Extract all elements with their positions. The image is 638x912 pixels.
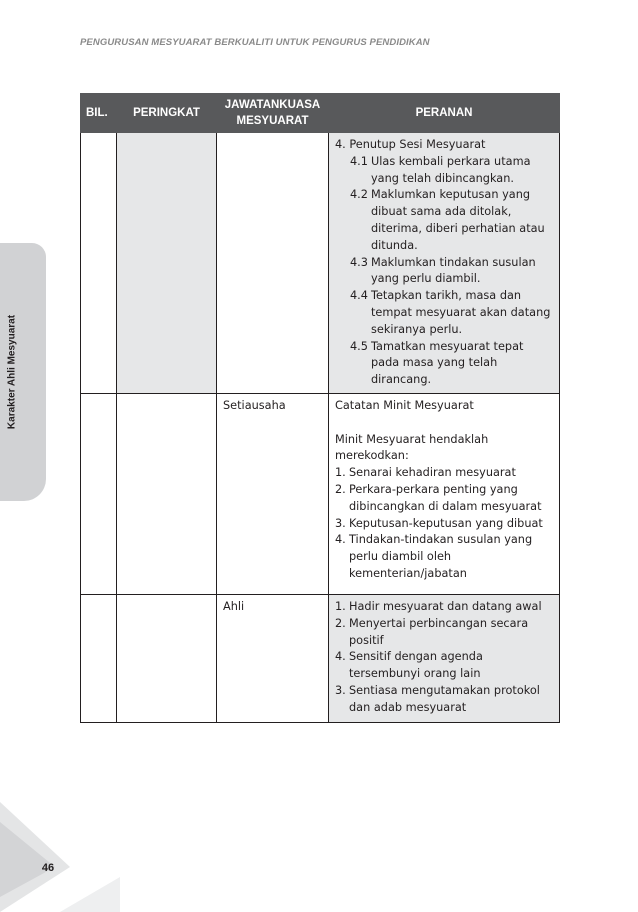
item-number: 2. (335, 616, 346, 630)
list-item (335, 649, 553, 683)
list-item (335, 339, 553, 389)
list-item (335, 288, 553, 338)
list-item (335, 683, 553, 717)
table-row (81, 133, 560, 394)
item-text: Menyertai perbincangan secara positif (349, 616, 529, 647)
item-number: 3. (335, 516, 346, 530)
item-number: 1. (335, 599, 346, 613)
item-number: 4. (335, 533, 346, 547)
peranan-heading: Catatan Minit Mesyuarat (335, 398, 474, 412)
side-tab-label: Karakter Ahli Mesyuarat (6, 314, 18, 430)
item-number: 4.5 (350, 339, 368, 353)
cell-peranan (329, 594, 560, 722)
table-header-row (81, 94, 560, 133)
table-row (81, 393, 560, 594)
column-header-peranan: PERANAN (329, 94, 560, 133)
cell-jawatankuasa: Ahli (217, 594, 329, 722)
cell-peringkat (117, 393, 217, 594)
item-text: Sentiasa mengutamakan protokol dan adab mesyuarat (349, 683, 540, 714)
item-number: 4.4 (350, 289, 368, 303)
list-item (335, 532, 553, 582)
item-text: Keputusan-keputusan yang dibuat (349, 516, 543, 530)
cell-peranan (329, 393, 560, 594)
column-header-jawatankuasa: JAWATANKUASA MESYUARAT (217, 94, 329, 133)
item-text: Senarai kehadiran mesyuarat (349, 466, 516, 480)
item-text: Maklumkan keputusan yang dibuat sama ada ditolak, diterima, diberi perhatian atau ditunda. (371, 188, 545, 252)
cell-peringkat (117, 133, 217, 394)
list-item (335, 482, 553, 516)
cell-bil (81, 133, 117, 394)
cell-bil (81, 594, 117, 722)
list-item (335, 599, 553, 616)
running-header: PENGURUSAN MESYUARAT BERKUALITI UNTUK PENGURUS PENDIDIKAN (80, 37, 430, 48)
item-text: Tindakan-tindakan susulan yang perlu diambil oleh kementerian/jabatan (349, 533, 533, 580)
column-header-peringkat: PERINGKAT (117, 94, 217, 133)
list-item (335, 516, 553, 533)
item-number: 1. (335, 466, 346, 480)
list-item (335, 154, 553, 188)
item-text: Tamatkan mesyuarat tepat pada masa yang telah dirancang. (371, 339, 524, 387)
item-text: Maklumkan tindakan susulan yang perlu diambil. (371, 255, 536, 286)
peranan-intro: Minit Mesyuarat hendaklah merekodkan: (335, 432, 489, 463)
item-text: Hadir mesyuarat dan datang awal (349, 599, 542, 613)
item-number: 4.3 (350, 255, 368, 269)
item-number: 3. (335, 683, 346, 697)
roles-table (80, 93, 560, 723)
item-number: 4.2 (350, 188, 368, 202)
list-item (335, 187, 553, 254)
list-item (335, 465, 553, 482)
item-text: Sensitif dengan agenda tersembunyi orang lain (349, 650, 483, 681)
item-text: Perkara-perkara penting yang dibincangkan di dalam mesyuarat (349, 482, 542, 513)
item-text: Ulas kembali perkara utama yang telah dibincangkan. (371, 154, 531, 185)
corner-decoration (0, 782, 120, 912)
list-item (335, 616, 553, 650)
cell-jawatankuasa: Setiausaha (217, 393, 329, 594)
cell-peranan (329, 133, 560, 394)
list-item (335, 255, 553, 289)
item-number: 4.1 (350, 154, 368, 168)
item-number: 4. (335, 650, 346, 664)
item-text: Tetapkan tarikh, masa dan tempat mesyuarat akan datang sekiranya perlu. (371, 289, 551, 336)
spacer (335, 415, 553, 432)
cell-jawatankuasa (217, 133, 329, 394)
table-row (81, 594, 560, 722)
cell-bil (81, 393, 117, 594)
cell-peringkat (117, 594, 217, 722)
peranan-heading: 4. Penutup Sesi Mesyuarat (335, 138, 486, 151)
column-header-bil: BIL. (81, 94, 117, 133)
page-number: 46 (41, 862, 55, 874)
item-number: 2. (335, 482, 346, 496)
